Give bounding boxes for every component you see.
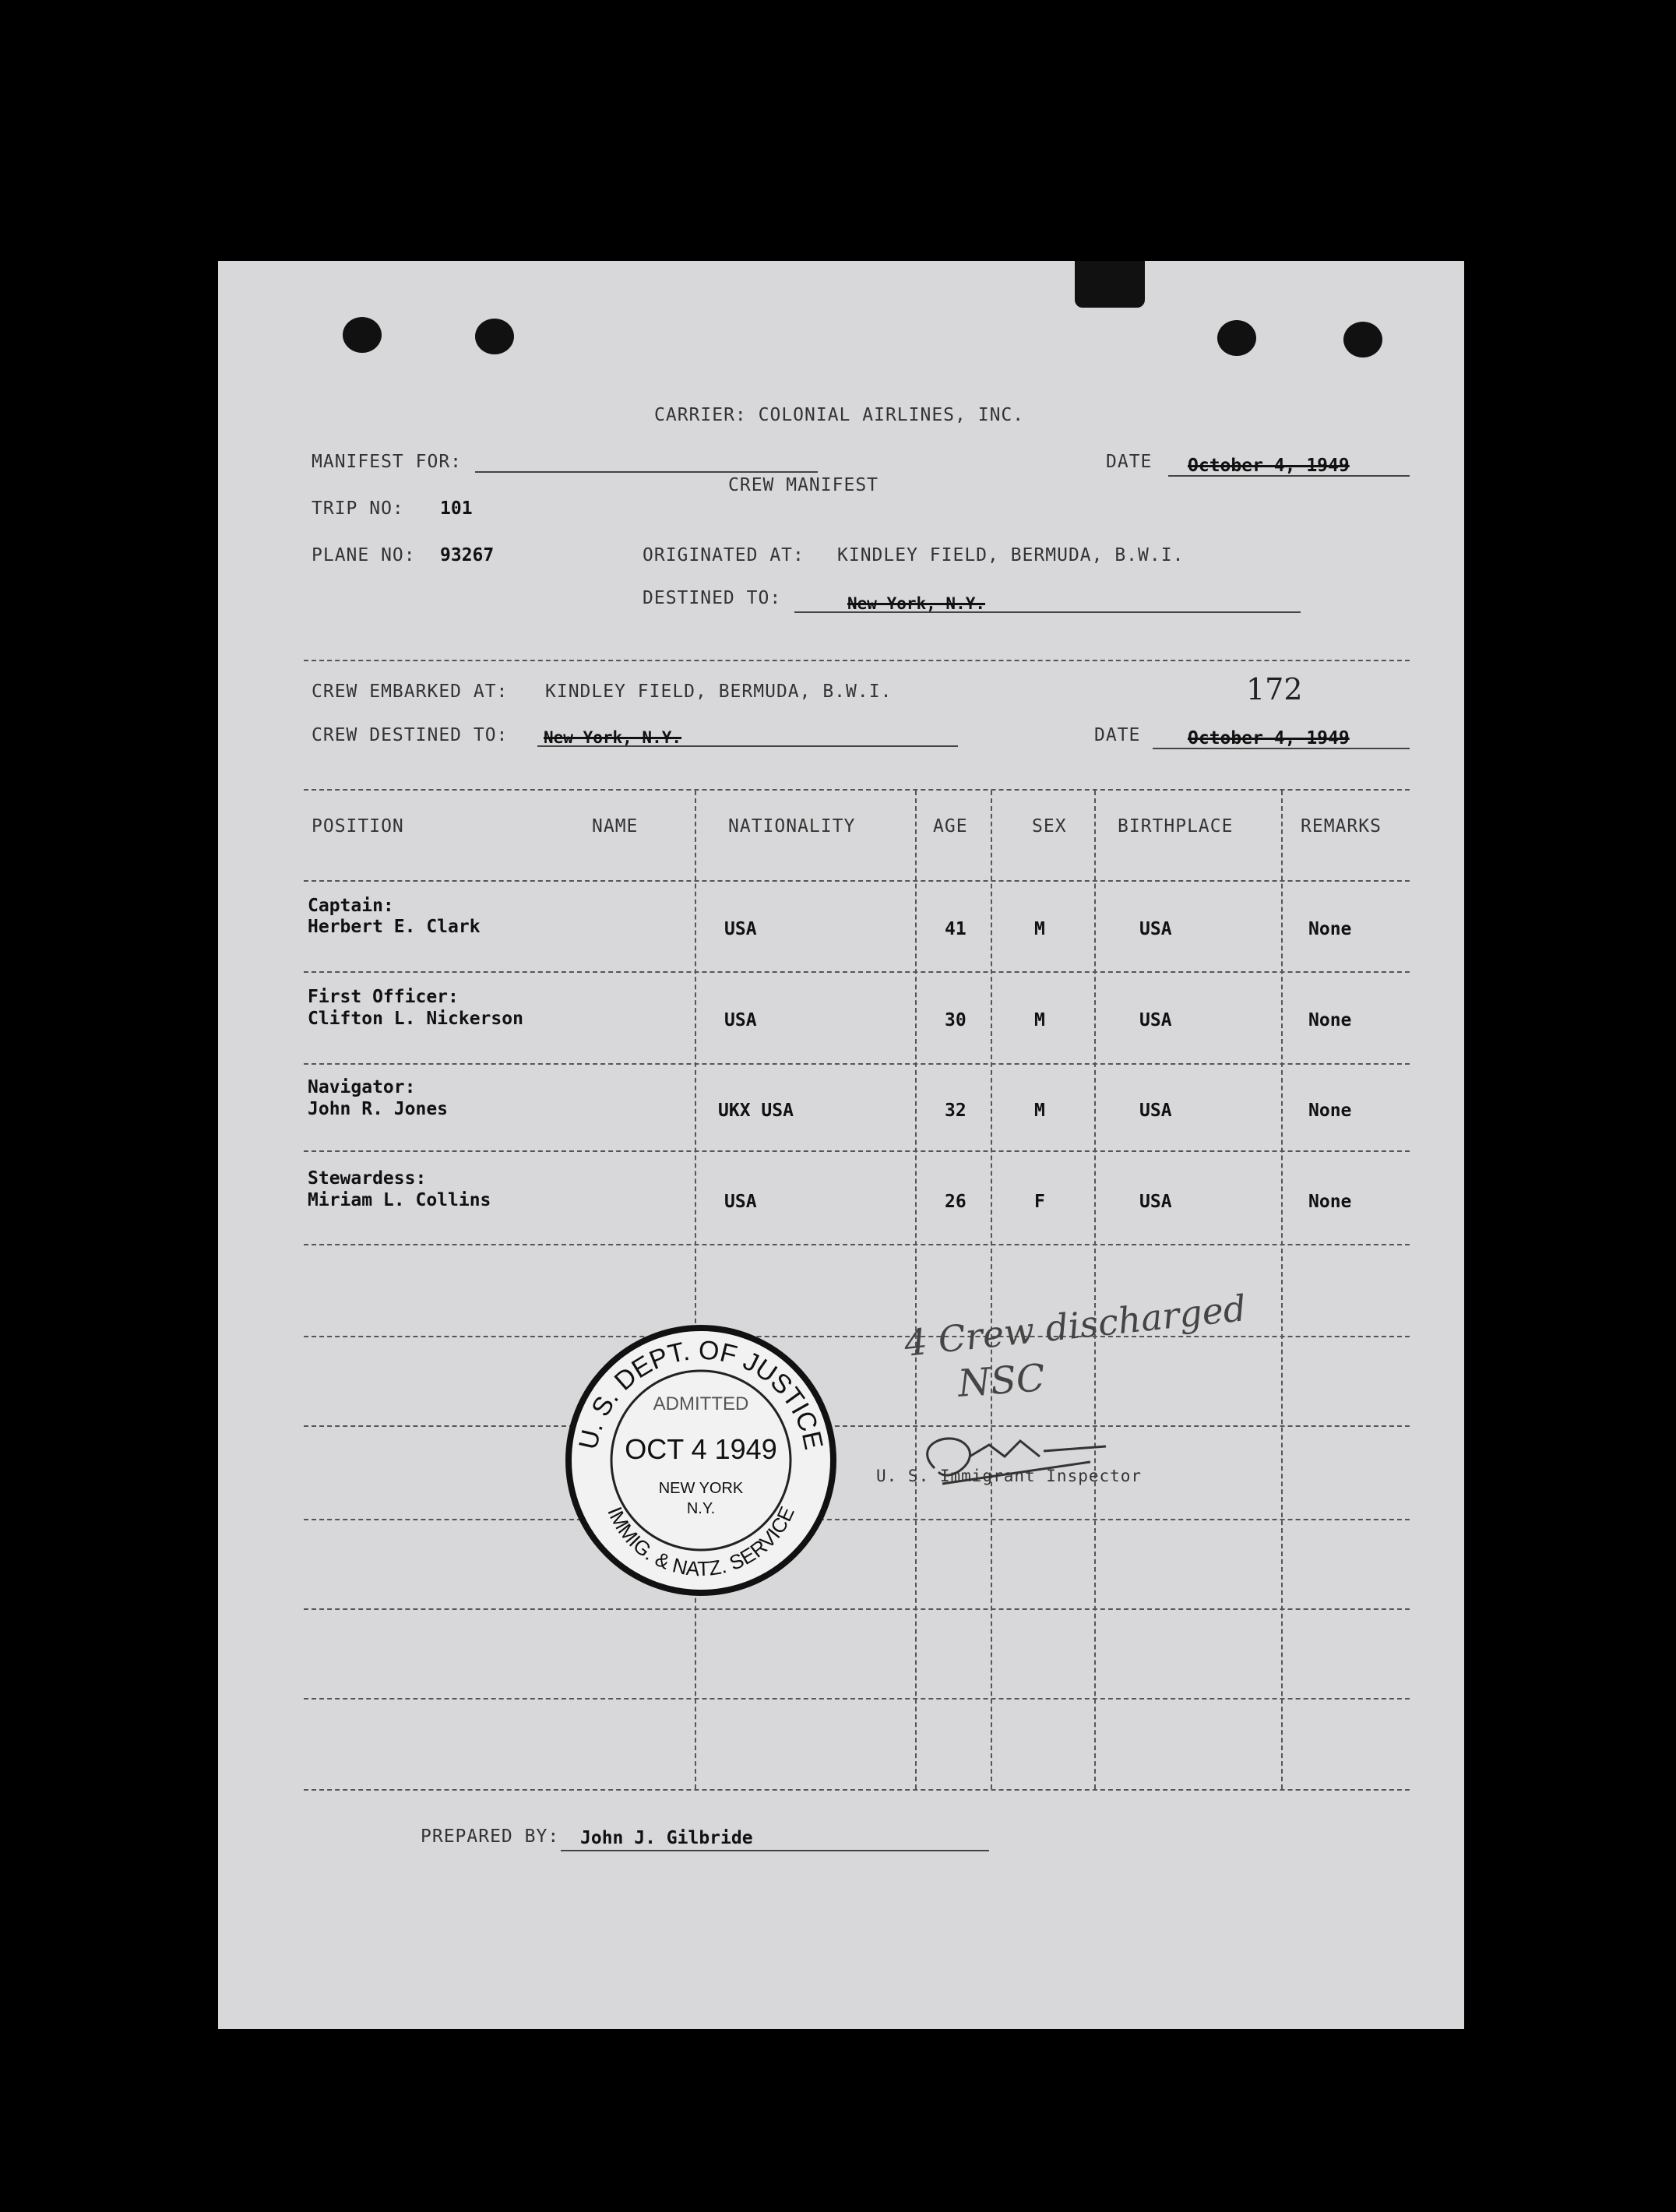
birthplace-cell: USA	[1139, 919, 1172, 939]
date-label: DATE	[1106, 452, 1153, 472]
stamp-status: ADMITTED	[653, 1393, 749, 1414]
column-header-position: POSITION	[312, 816, 404, 837]
row-rule	[304, 1244, 1410, 1245]
row-rule	[304, 1519, 1410, 1520]
destined-label: DESTINED TO:	[643, 588, 782, 608]
plane-label: PLANE NO:	[312, 545, 416, 565]
admitted-stamp	[561, 1320, 841, 1601]
manifest-type: CREW MANIFEST	[728, 475, 879, 495]
name-cell: Clifton L. Nickerson	[308, 1009, 523, 1029]
header-divider	[304, 660, 1410, 661]
stamp-top-text: U. S. DEPT. OF JUSTICE	[573, 1335, 829, 1453]
destined-underline	[794, 611, 1301, 613]
birthplace-cell: USA	[1139, 1192, 1172, 1212]
prepared-by-underline	[561, 1850, 989, 1851]
originated-label: ORIGINATED AT:	[643, 545, 805, 565]
nationality-cell: USA	[724, 919, 757, 939]
table-bottom-rule	[304, 1789, 1410, 1791]
row-rule	[304, 1150, 1410, 1152]
inspector-label: U. S. Immigrant Inspector	[876, 1467, 1143, 1485]
stamp-state: N.Y.	[686, 1500, 716, 1517]
table-top-rule	[304, 789, 1410, 791]
torn-notch	[1075, 261, 1145, 308]
row-rule	[304, 1063, 1410, 1065]
remarks-cell: None	[1308, 1010, 1352, 1030]
header-date: October 4, 1949	[1188, 456, 1350, 476]
sex-cell: M	[1034, 919, 1045, 939]
age-cell: 41	[945, 919, 967, 939]
manifest-for-underline	[475, 471, 818, 473]
row-rule	[304, 971, 1410, 973]
inspector-signature	[903, 1414, 1153, 1499]
column-header-name: NAME	[592, 816, 639, 837]
prepared-by-value: John J. Gilbride	[580, 1828, 753, 1848]
manifest-for-label: MANIFEST FOR:	[312, 452, 463, 472]
column-divider	[1281, 791, 1283, 1789]
column-header-sex: SEX	[1032, 816, 1067, 837]
crew-embarked-label: CREW EMBARKED AT:	[312, 682, 509, 702]
page-number: 172	[1246, 672, 1303, 706]
stamp-bottom-text: IMMIG. & NATZ. SERVICE	[603, 1502, 799, 1581]
sex-cell: F	[1034, 1192, 1045, 1212]
manifest-sheet	[218, 261, 1464, 2029]
position-cell: Navigator:	[308, 1077, 416, 1097]
crew-destined-value: New York, N.Y.	[544, 728, 682, 747]
nationality-cell: USA	[724, 1192, 757, 1212]
birthplace-cell: USA	[1139, 1101, 1172, 1121]
crew-embarked-value: KINDLEY FIELD, BERMUDA, B.W.I.	[545, 682, 893, 702]
row-rule	[304, 1425, 1410, 1427]
remarks-cell: None	[1308, 1101, 1352, 1121]
row-rule	[304, 1608, 1410, 1610]
column-divider	[915, 791, 917, 1789]
crew-date-value: October 4, 1949	[1188, 728, 1350, 748]
age-cell: 26	[945, 1192, 967, 1212]
name-cell: Herbert E. Clark	[308, 917, 481, 937]
remarks-cell: None	[1308, 1192, 1352, 1212]
header-date-underline	[1168, 475, 1410, 477]
column-divider	[695, 791, 696, 1789]
column-header-birthplace: BIRTHPLACE	[1118, 816, 1234, 837]
position-cell: Stewardess:	[308, 1168, 427, 1189]
punch-hole-right	[1217, 320, 1256, 356]
position-cell: Captain:	[308, 896, 394, 916]
header-rule	[304, 880, 1410, 882]
age-cell: 32	[945, 1101, 967, 1121]
prepared-by-label: PREPARED BY:	[421, 1826, 560, 1847]
punch-hole-middle	[475, 319, 514, 354]
column-header-remarks: REMARKS	[1301, 816, 1382, 837]
punch-hole-left	[343, 317, 382, 353]
handwritten-note: 4 Crew discharged	[902, 1287, 1248, 1365]
sex-cell: M	[1034, 1010, 1045, 1030]
nationality-cell: UKX USA	[718, 1101, 794, 1121]
remarks-cell: None	[1308, 919, 1352, 939]
nationality-cell: USA	[724, 1010, 757, 1030]
column-header-nationality: NATIONALITY	[728, 816, 856, 837]
column-header-age: AGE	[933, 816, 968, 837]
row-rule	[304, 1336, 1410, 1337]
destined-value: New York, N.Y.	[847, 594, 986, 613]
crew-destined-underline	[537, 745, 958, 747]
carrier-line: CARRIER: COLONIAL AIRLINES, INC.	[654, 405, 1025, 425]
position-cell: First Officer:	[308, 987, 459, 1007]
plane-number: 93267	[440, 545, 495, 565]
trip-label: TRIP NO:	[312, 498, 404, 519]
sex-cell: M	[1034, 1101, 1045, 1121]
column-divider	[1094, 791, 1096, 1789]
trip-number: 101	[440, 498, 473, 519]
crew-date-underline	[1153, 748, 1410, 749]
birthplace-cell: USA	[1139, 1010, 1172, 1030]
stamp-date: OCT 4 1949	[625, 1433, 777, 1465]
originated-value: KINDLEY FIELD, BERMUDA, B.W.I.	[837, 545, 1185, 565]
punch-hole-far-right	[1343, 322, 1382, 358]
stamp-city: NEW YORK	[658, 1480, 744, 1497]
name-cell: Miriam L. Collins	[308, 1190, 491, 1210]
crew-destined-label: CREW DESTINED TO:	[312, 725, 509, 745]
column-divider	[991, 791, 992, 1789]
row-rule	[304, 1698, 1410, 1700]
crew-date-label: DATE	[1094, 725, 1141, 745]
handwritten-initials: NSC	[956, 1356, 1047, 1406]
age-cell: 30	[945, 1010, 967, 1030]
name-cell: John R. Jones	[308, 1099, 449, 1119]
